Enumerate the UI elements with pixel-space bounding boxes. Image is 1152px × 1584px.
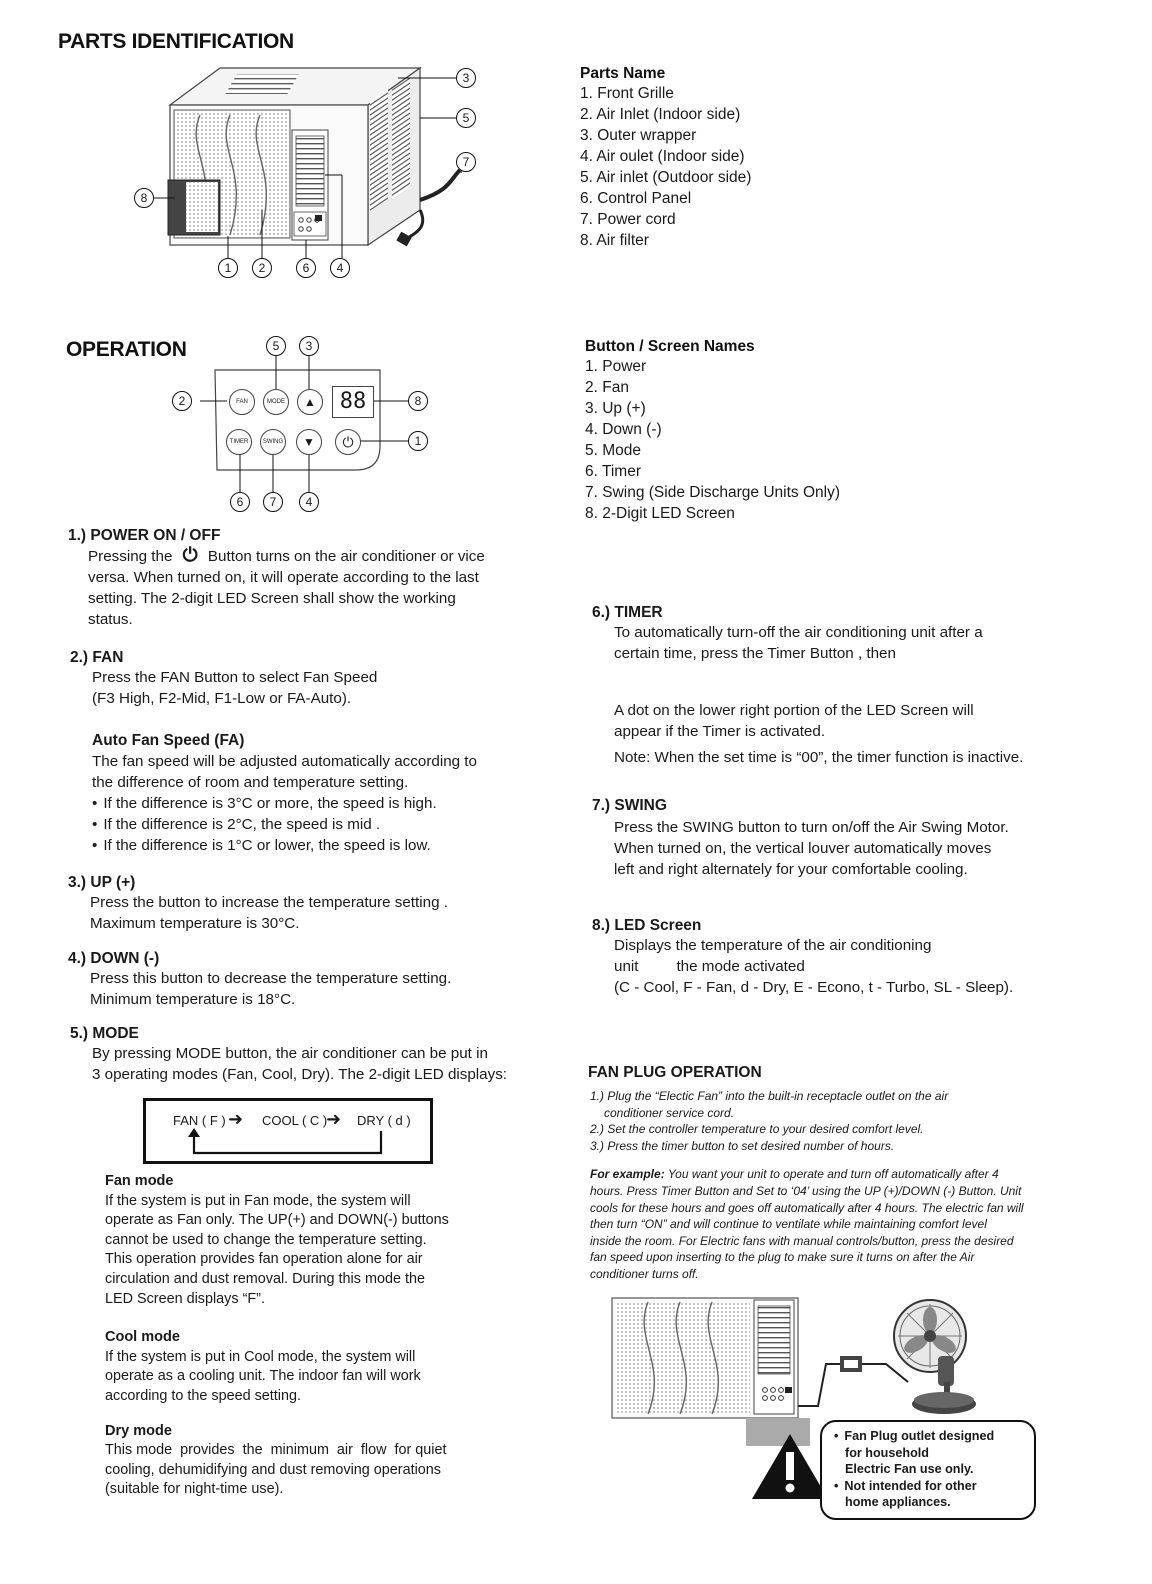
power-line: setting. The 2-digit LED Screen shall show the working [88,590,456,607]
warning-line: • Not intended for other [834,1478,1034,1495]
led-section [592,917,1072,998]
fan-mode-line: circulation and dust removal. During this mode the [105,1270,425,1287]
power-icon: ⏻ [182,545,198,566]
panel-callout-3: 3 [299,336,319,356]
callout-1: 1 [218,258,238,278]
parts-name-title: Parts Name [580,65,666,82]
example-line: conditioner turns off. [590,1266,699,1281]
led-screen: 88 [332,386,374,418]
example-line: fan speed upon inserting to the plug to make sure it turns on after the Air [590,1250,975,1265]
mode-flow-box [143,1098,433,1164]
swing-line: Press the SWING button to turn on/off the Air Swing Motor. [614,819,1009,836]
fan-line: Press the FAN Button to select Fan Speed [92,669,378,686]
timer-section [592,604,1062,768]
swing-button[interactable]: SWING [260,429,286,455]
fan-mode-line: This operation provides fan operation alone for air [105,1251,423,1268]
button-name-item: 5. Mode [585,442,642,459]
panel-callout-1: 1 [408,431,428,451]
down-line: Minimum temperature is 18°C. [90,991,296,1008]
cool-mode-line: operate as a cooling unit. The indoor fan will work [105,1368,421,1385]
example-text: You want your unit to operate and turn off automatically after 4 [664,1167,999,1182]
button-name-item: 4. Down (-) [585,421,662,438]
timer-line: To automatically turn-off the air conditioning unit after a [614,624,983,641]
timer-dot-line: A dot on the lower right portion of the LED Screen will [614,702,974,719]
callout-3: 3 [456,68,476,88]
arrow-right-icon: ➜ [228,1109,244,1129]
fan-mode-line: LED Screen displays “F”. [105,1290,265,1307]
arrow-right-icon: ➜ [326,1109,342,1129]
fan-title: 2.) FAN [70,649,124,666]
up-section [68,874,548,934]
auto-fan-title: Auto Fan Speed (FA) [92,732,245,749]
flow-fan: FAN ( F ) [173,1113,226,1128]
mode-details [105,1172,545,1500]
button-name-item: 7. Swing (Side Discharge Units Only) [585,484,840,501]
cool-mode-title: Cool mode [105,1329,180,1346]
button-name-item: 6. Timer [585,463,641,480]
panel-callout-8: 8 [408,391,428,411]
timer-dot-line: appear if the Timer is activated. [614,723,826,740]
mode-button[interactable]: MODE [263,389,289,415]
example-label: For example: [590,1167,665,1182]
control-panel-outline [170,334,440,514]
fan-button[interactable]: FAN [229,389,255,415]
panel-callout-5: 5 [266,336,286,356]
auto-fan-line: the difference of room and temperature setting. [92,774,409,791]
timer-title: 6.) TIMER [592,604,663,621]
example-line: cools for these hours and goes off automatically after 4 hours. The electric fan will [590,1200,1024,1215]
fan-plug-step: 3.) Press the timer button to set desired number of hours. [590,1138,895,1153]
button-name-item: 3. Up (+) [585,400,646,417]
control-panel-illustration [170,334,440,514]
power-text-after: Button turns on the air conditioner or vice [207,548,485,565]
auto-fan-bullet: • If the difference is 1°C or lower, the speed is low. [92,835,550,856]
mode-line: By pressing MODE button, the air conditioner can be put in [92,1045,488,1062]
fan-mode-line: cannot be used to change the temperature setting. [105,1231,427,1248]
auto-fan-line: The fan speed will be adjusted automatically according to [92,753,477,770]
fan-mode-line: operate as Fan only. The UP(+) and DOWN(-) buttons [105,1212,449,1229]
dry-mode-line: This mode provides the minimum air flow for quiet [105,1442,447,1459]
example-first-line [588,1166,1058,1183]
operation-heading: OPERATION [66,338,187,361]
fan-plug-title: FAN PLUG OPERATION [588,1064,762,1081]
fan-mode-title: Fan mode [105,1173,174,1189]
up-title: 3.) UP (+) [68,874,136,891]
led-line: unit the mode activated [614,958,805,975]
timer-line: certain time, press the Timer Button , then [614,645,896,662]
led-line: Displays the temperature of the air conditioning [614,937,932,954]
fan-body [70,667,550,856]
down-section [68,950,548,1010]
power-title: 1.) POWER ON / OFF [68,527,221,544]
warning-line: for household [845,1445,929,1460]
warning-line: Electric Fan use only. [845,1462,974,1477]
part-item: 8. Air filter [580,232,649,249]
flow-dry: DRY ( d ) [357,1113,411,1128]
parts-name-list [580,65,751,251]
button-name-item: 1. Power [585,358,647,375]
warning-line: home appliances. [845,1495,951,1510]
up-line: Maximum temperature is 30°C. [90,915,300,932]
cool-mode-line: If the system is put in Cool mode, the system will [105,1348,416,1365]
down-line: Press this button to decrease the temperature setting. [90,970,452,987]
down-arrow-icon: ▼ [303,435,315,449]
callout-6: 6 [296,258,316,278]
dry-mode-title: Dry mode [105,1422,172,1439]
ac-unit-drawing [120,60,500,290]
fan-line: (F3 High, F2-Mid, F1-Low or FA-Auto). [92,690,352,707]
button-names-title: Button / Screen Names [585,338,755,355]
up-line: Press the button to increase the temperature setting . [90,894,448,911]
down-button[interactable] [296,429,322,455]
fan-plug-illustration [608,1294,1048,1524]
swing-line: left and right alternately for your comfortable cooling. [614,861,968,878]
fan-plug-step: 1.) Plug the “Electic Fan” into the built-in receptacle outlet on the air [590,1089,949,1103]
example-line: then turn “ON” and will continue to ventilate while maintaining comfort level [590,1217,987,1232]
swing-line: When turned on, the vertical louver automatically moves [614,840,992,857]
power-line: status. [88,611,133,628]
callout-4: 4 [330,258,350,278]
power-button[interactable] [335,429,361,455]
example-line: hours. Press Timer Button and Set to ‘04’ using the UP (+)/DOWN (-) Button. Unit [590,1183,1022,1198]
callout-2: 2 [252,258,272,278]
panel-callout-2: 2 [172,391,192,411]
part-item: 2. Air Inlet (Indoor side) [580,106,741,123]
part-item: 7. Power cord [580,211,676,228]
down-title: 4.) DOWN (-) [68,950,160,967]
mode-section [70,1025,550,1085]
example-line: inside the room. For Electric fans with manual controls/button, press the desired [590,1233,1014,1248]
part-item: 4. Air oulet (Indoor side) [580,148,745,165]
fan-section [70,649,550,856]
dry-mode-line: (suitable for night-time use). [105,1481,284,1498]
flow-cool: COOL ( C ) [262,1113,328,1128]
swing-title: 7.) SWING [592,797,667,814]
button-names-list [585,338,840,524]
mode-line: 3 operating modes (Fan, Cool, Dry). The 2-digit LED displays: [92,1066,508,1083]
ac-unit-illustration [120,60,500,290]
auto-fan-bullet: • If the difference is 3°C or more, the speed is high. [92,793,550,814]
parts-identification-heading: PARTS IDENTIFICATION [58,30,294,53]
timer-note: Note: When the set time is “00”, the timer function is inactive. [614,749,1024,766]
warning-box [820,1420,1036,1520]
dry-mode-line: cooling, dehumidifying and dust removing operations [105,1461,441,1478]
led-line: (C - Cool, F - Fan, d - Dry, E - Econo, t - Turbo, SL - Sleep). [614,979,1014,996]
part-item: 1. Front Grille [580,85,674,102]
part-item: 6. Control Panel [580,190,692,207]
auto-fan-bullet: • If the difference is 2°C, the speed is mid . [92,814,550,835]
led-title: 8.) LED Screen [592,917,702,934]
panel-callout-6: 6 [230,492,250,512]
power-line: versa. When turned on, it will operate according to the last [88,569,479,586]
callout-7: 7 [456,152,476,172]
timer-button[interactable]: TIMER [226,429,252,455]
cool-mode-line: according to the speed setting. [105,1387,302,1404]
part-item: 3. Outer wrapper [580,127,697,144]
fan-mode-line: If the system is put in Fan mode, the system will [105,1192,411,1209]
fan-plug-step: 2.) Set the controller temperature to your desired comfort level. [590,1122,924,1137]
fan-plug-section [588,1064,1058,1283]
callout-8: 8 [134,188,154,208]
swing-section [592,797,1062,880]
power-first-line [88,545,548,567]
part-item: 5. Air inlet (Outdoor side) [580,169,752,186]
up-arrow-icon: ▲ [304,395,316,409]
up-button[interactable] [297,389,323,415]
power-section [68,527,548,630]
power-text-before: Pressing the [88,548,173,565]
button-name-item: 2. Fan [585,379,629,396]
callout-5: 5 [456,108,476,128]
power-body [68,545,548,630]
mode-title: 5.) MODE [70,1025,139,1042]
flow-return-arrow [146,1101,436,1167]
power-icon: ⏻ [342,434,354,450]
fan-plug-step: conditioner service cord. [604,1105,735,1120]
button-name-item: 8. 2-Digit LED Screen [585,505,735,522]
panel-callout-7: 7 [263,492,283,512]
panel-callout-4: 4 [299,492,319,512]
warning-line: • Fan Plug outlet designed [834,1428,1034,1445]
